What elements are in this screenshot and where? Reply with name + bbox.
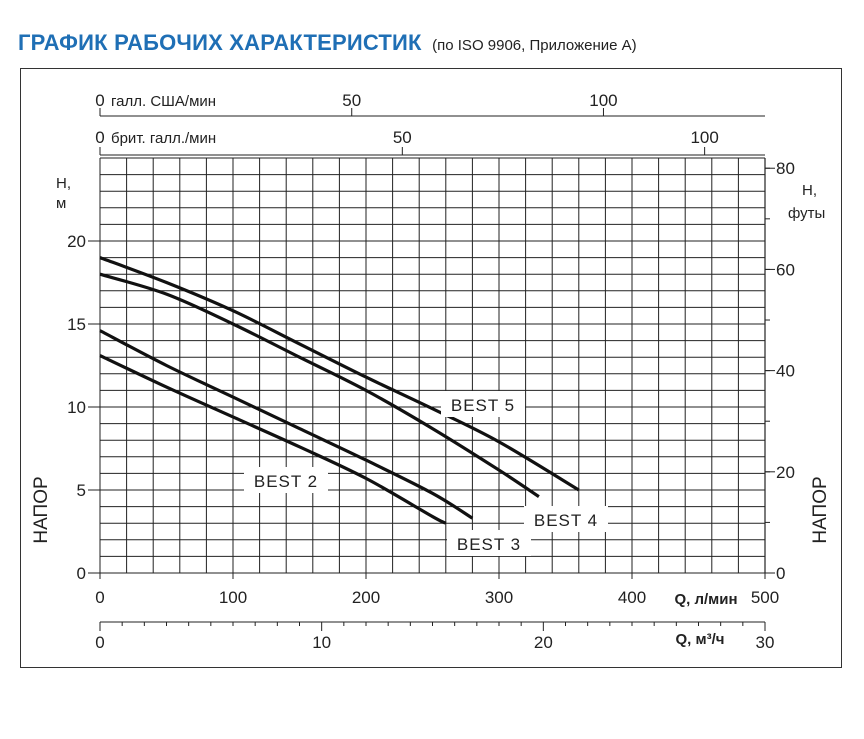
m3h-tick-label: 0 bbox=[95, 633, 105, 652]
us-gal-tick-label: 100 bbox=[589, 91, 618, 110]
series-label-best-3: BEST 3 bbox=[456, 535, 522, 554]
us-gal-label: галл. США/мин bbox=[111, 93, 217, 110]
chart-title: ГРАФИК РАБОЧИХ ХАРАКТЕРИСТИК bbox=[18, 30, 422, 55]
series-line-best-2 bbox=[100, 356, 446, 524]
y-feet-tick-label: 0 bbox=[776, 564, 786, 583]
y-feet-tick-label: 60 bbox=[776, 260, 795, 280]
x-tick-label: 200 bbox=[351, 588, 381, 607]
series-label-best-4: BEST 4 bbox=[533, 511, 599, 530]
y-tick-label: 20 bbox=[67, 232, 86, 251]
imp-gal-label: брит. галл./мин bbox=[111, 130, 217, 147]
series-label-best-5: BEST 5 bbox=[450, 396, 516, 415]
y-feet-unit-label: футы bbox=[788, 205, 826, 222]
grid bbox=[100, 158, 765, 573]
m3h-tick-label: 10 bbox=[312, 633, 332, 652]
us-gal-tick-label: 0 bbox=[95, 91, 105, 110]
x-tick-label: 400 bbox=[617, 588, 647, 607]
y-feet-tick-label: 20 bbox=[776, 462, 795, 482]
m3h-unit-label: Q, м³/ч bbox=[675, 631, 725, 648]
y-feet-unit-label: H, bbox=[802, 182, 817, 199]
y-tick-label: 15 bbox=[67, 315, 86, 334]
m3h-tick-label: 30 bbox=[755, 633, 775, 652]
m3h-tick-label: 20 bbox=[533, 633, 553, 652]
y-tick-label: 5 bbox=[76, 481, 86, 500]
x-tick-label: 0 bbox=[95, 588, 105, 607]
x-tick-label: 100 bbox=[218, 588, 248, 607]
y-tick-label: 10 bbox=[67, 398, 86, 417]
x-tick-label: 300 bbox=[484, 588, 514, 607]
x-unit-label: Q, л/мин bbox=[674, 591, 738, 608]
us-gal-tick-label: 50 bbox=[342, 91, 362, 110]
imp-gal-tick-label: 100 bbox=[690, 128, 719, 147]
chart-subtitle: (по ISO 9906, Приложение A) bbox=[432, 37, 637, 54]
axes bbox=[31, 91, 831, 652]
right-side-label: НАПОР bbox=[810, 476, 831, 544]
left-side-label: НАПОР bbox=[31, 476, 52, 544]
x-tick-label: 500 bbox=[750, 588, 780, 607]
imp-gal-tick-label: 0 bbox=[95, 128, 105, 147]
y-feet-tick-label: 40 bbox=[776, 361, 795, 381]
y-unit-label: H, bbox=[56, 175, 71, 192]
series-label-best-2: BEST 2 bbox=[253, 472, 319, 491]
y-tick-label: 0 bbox=[76, 564, 86, 583]
imp-gal-tick-label: 50 bbox=[392, 128, 412, 147]
y-unit-label: м bbox=[56, 195, 67, 212]
y-feet-tick-label: 80 bbox=[776, 159, 795, 179]
